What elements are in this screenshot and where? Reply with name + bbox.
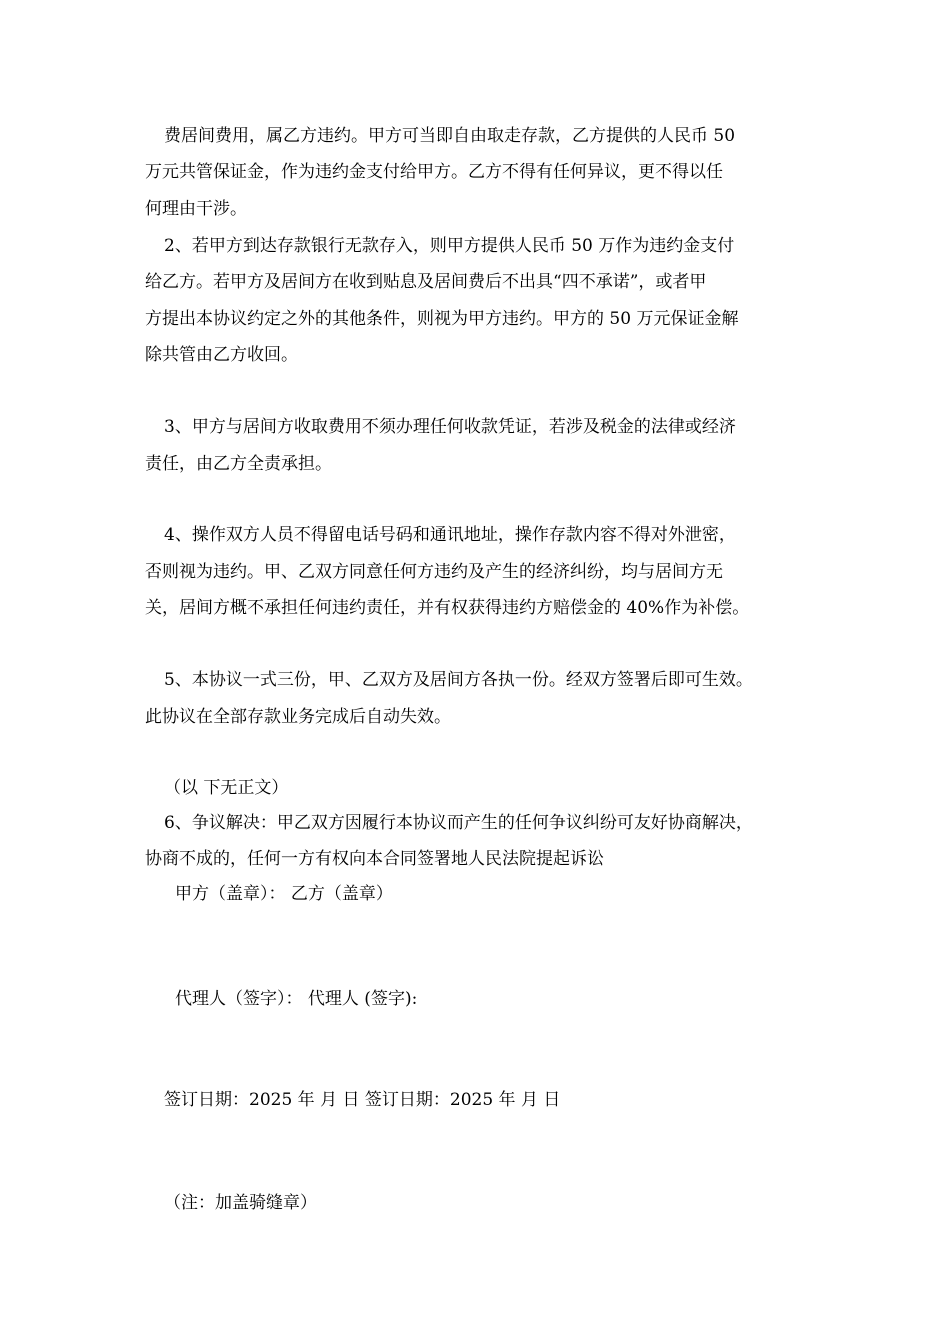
seal-line: 甲方（盖章）： 乙方（盖章） (175, 884, 393, 904)
clause-4-line-2: 否则视为违约。甲、乙双方同意任何方违约及产生的经济纠纷，均与居间方无 (145, 562, 723, 582)
agent-signature-line: 代理人（签字）： 代理人 (签字): (175, 989, 418, 1009)
clause-4-line-1: 4、操作双方人员不得留电话号码和通讯地址，操作存款内容不得对外泄密， (164, 525, 736, 545)
clause-2-line-3: 方提出本协议约定之外的其他条件，则视为甲方违约。甲方的 50 万元保证金解 (145, 309, 739, 329)
no-more-text-note: （以 下无正文） (164, 778, 289, 798)
paragraph-1-line-2: 万元共管保证金，作为违约金支付给甲方。乙方不得有任何异议，更不得以任 (145, 162, 723, 182)
clause-4-line-3: 关，居间方概不承担任何违约责任，并有权获得违约方赔偿金的 40%作为补偿。 (145, 598, 750, 618)
clause-2-line-2: 给乙方。若甲方及居间方在收到贴息及居间费后不出具“四不承诺”，或者甲 (145, 272, 707, 292)
signing-date-line: 签订日期：2025 年 月 日 签订日期：2025 年 月 日 (164, 1090, 561, 1110)
clause-5-line-2: 此协议在全部存款业务完成后自动失效。 (145, 707, 451, 727)
clause-6-line-2: 协商不成的，任何一方有权向本合同签署地人民法院提起诉讼 (145, 849, 604, 869)
footnote-seal-note: （注：加盖骑缝章） (164, 1193, 317, 1213)
paragraph-1-line-1: 费居间费用，属乙方违约。甲方可当即自由取走存款，乙方提供的人民币 50 (164, 126, 736, 146)
paragraph-1-line-3: 何理由干涉。 (145, 199, 247, 219)
clause-6-line-1: 6、争议解决：甲乙双方因履行本协议而产生的任何争议纠纷可友好协商解决， (164, 813, 753, 833)
clause-2-line-1: 2、若甲方到达存款银行无款存入，则甲方提供人民币 50 万作为违约金支付 (164, 236, 735, 256)
clause-5-line-1: 5、本协议一式三份，甲、乙双方及居间方各执一份。经双方签署后即可生效。 (164, 670, 753, 690)
clause-2-line-4: 除共管由乙方收回。 (145, 345, 298, 365)
clause-3-line-2: 责任，由乙方全责承担。 (145, 454, 332, 474)
clause-3-line-1: 3、甲方与居间方收取费用不须办理任何收款凭证，若涉及税金的法律或经济 (164, 417, 736, 437)
